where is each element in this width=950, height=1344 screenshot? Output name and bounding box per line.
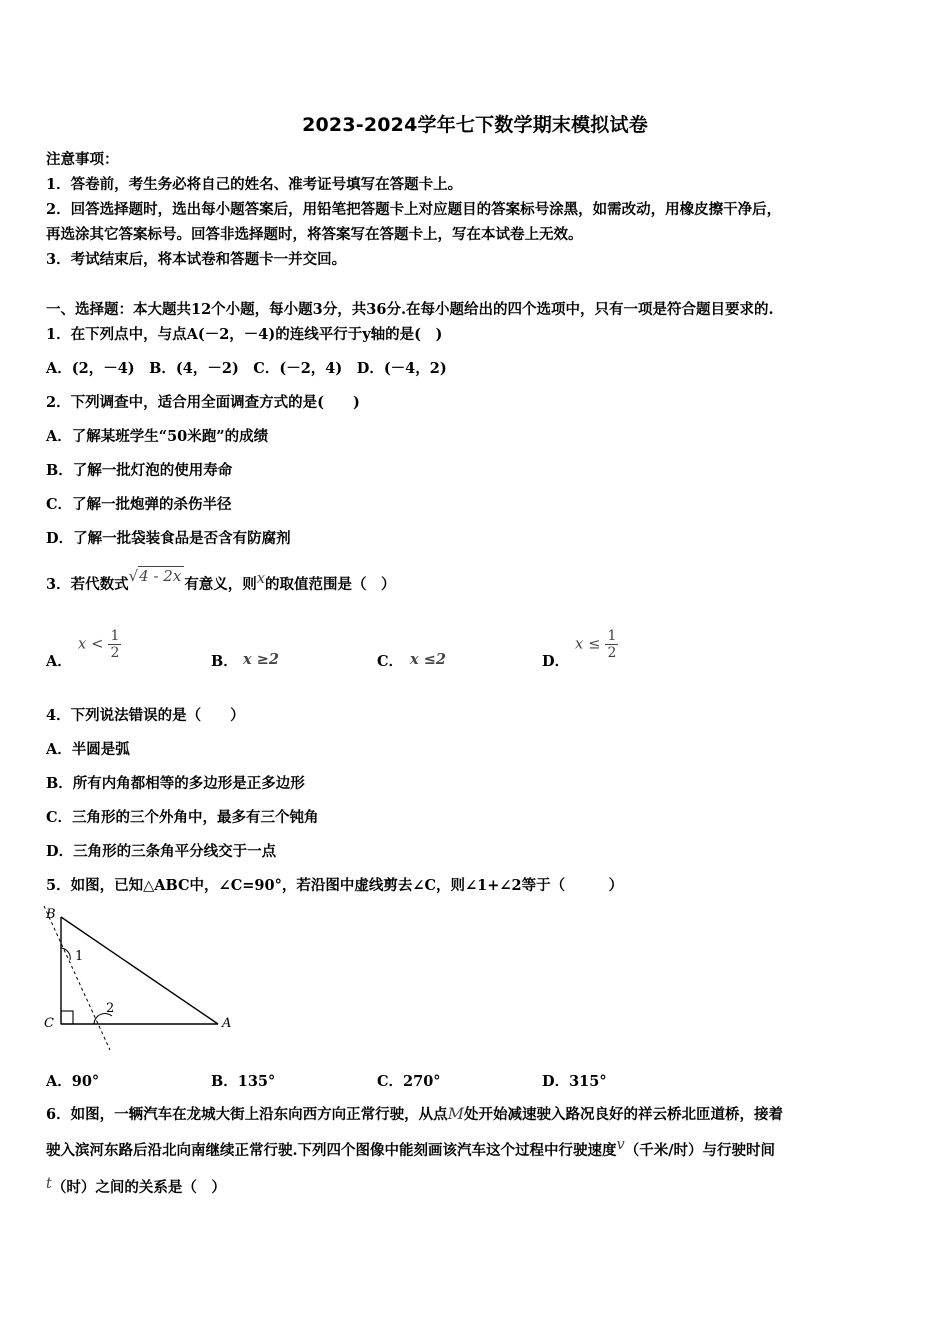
q6-point-m: M	[447, 1104, 464, 1123]
q6-line2-part-a: 驶入滨河东路后沿北向南继续正常行驶.下列四个图像中能刻画该汽车这个过程中行驶速度	[46, 1142, 617, 1159]
question-6-line-3	[46, 1178, 226, 1198]
q3-option-c: x ≤2	[410, 651, 446, 668]
q6-line2-part-b: （千米/时）与行驶时间	[624, 1142, 776, 1159]
question-4-option-d: D．三角形的三条角平分线交于一点	[46, 843, 277, 860]
q5-option-a: A．90°	[46, 1073, 100, 1090]
q6-var-t: t	[46, 1176, 52, 1192]
question-4-option-c: C．三角形的三个外角中，最多有三个钝角	[46, 809, 319, 826]
question-4-option-a: A．半圆是弧	[46, 741, 130, 758]
notice-item-3: 3．考试结束后，将本试卷和答题卡一并交回。	[46, 251, 347, 268]
angle-label-1: 1	[75, 949, 84, 964]
notice-item-1: 1．答卷前，考生务必将自己的姓名、准考证号填写在答题卡上。	[46, 176, 463, 193]
q3-d-relation: ≤	[588, 636, 601, 653]
q3-d-num: 1	[607, 628, 617, 644]
fraction-one-half-d	[605, 628, 618, 661]
q6-line3-text: （时）之间的关系是（ ）	[51, 1179, 226, 1196]
question-4-stem: 4．下列说法错误的是（ ）	[46, 707, 245, 724]
q5-option-c: C．270°	[377, 1073, 441, 1090]
question-1-stem: 1．在下列点中，与点A(－2，－4)的连线平行于y轴的是( )	[46, 326, 443, 343]
question-2-option-b: B．了解一批灯泡的使用寿命	[46, 462, 233, 479]
triangle-figure	[38, 900, 248, 1055]
notice-heading: 注意事项：	[46, 151, 119, 168]
question-2-option-d: D．了解一批袋装食品是否含有防腐剂	[46, 530, 291, 547]
q6-var-v: v	[616, 1137, 625, 1153]
angle-1-arc	[61, 948, 70, 960]
vertex-label-b: B	[46, 907, 56, 922]
question-2-option-c: C．了解一批炮弹的杀伤半径	[46, 496, 232, 513]
section-heading: 一、选择题：本大题共12个小题，每小题3分，共36分.在每小题给出的四个选项中，只有一项是符合题目要求的.	[46, 301, 774, 318]
q6-line1-part-b: 处开始减速驶入路况良好的祥云桥北匝道桥，接着	[463, 1106, 783, 1123]
question-5-stem: 5．如图，已知△ABC中，∠C=90°，若沿图中虚线剪去∠C，则∠1+∠2等于（ ）	[46, 877, 624, 894]
question-1-options: A．(2，－4) B．(4，－2) C．(－2，4) D．(－4，2)	[46, 360, 447, 377]
q3-option-d	[575, 628, 618, 661]
fraction-one-half	[108, 628, 121, 661]
vertex-label-a: A	[222, 1016, 232, 1031]
vertex-label-c: C	[44, 1016, 54, 1031]
question-2-option-a: A．了解某班学生“50米跑”的成绩	[46, 428, 269, 445]
notice-item-2: 2．回答选择题时，选出每小题答案后，用铅笔把答题卡上对应题目的答案标号涂黑，如需改动，用橡皮擦干净后，	[46, 201, 782, 218]
q3-label-a: A．	[46, 653, 72, 670]
side-ab	[61, 917, 218, 1024]
q3-option-b: x ≥2	[243, 651, 279, 668]
question-2-stem: 2．下列调查中，适合用全面调查方式的是( )	[46, 394, 360, 411]
q3-a-relation: <	[91, 636, 104, 653]
q5-option-d: D．315°	[542, 1073, 607, 1090]
q3-label-b: B．	[211, 653, 238, 670]
question-6-line-1	[46, 1104, 783, 1125]
q3-d-var: x	[575, 636, 584, 653]
q3-variable: x	[256, 571, 265, 587]
q3-stem-part-1: 3．若代数式	[46, 576, 129, 593]
q3-stem-part-3: 的取值范围是（ ）	[265, 576, 396, 593]
question-3-stem	[46, 567, 396, 595]
right-angle-mark	[61, 1011, 73, 1024]
q3-a-var: x	[78, 636, 87, 653]
sqrt-expression: √4 - 2x	[129, 567, 185, 585]
q3-stem-part-2: 有意义，则	[184, 576, 257, 593]
radicand: 4 - 2x	[138, 566, 184, 585]
page-title: 2023-2024学年七下数学期末模拟试卷	[302, 114, 648, 136]
q3-option-a	[78, 628, 121, 661]
question-6-line-2	[46, 1137, 776, 1161]
q3-a-num: 1	[110, 628, 120, 644]
notice-item-2-cont: 再选涂其它答案标号。回答非选择题时，将答案写在答题卡上，写在本试卷上无效。	[46, 226, 583, 243]
q5-option-b: B．135°	[211, 1073, 276, 1090]
angle-label-2: 2	[106, 1001, 115, 1016]
question-4-option-b: B．所有内角都相等的多边形是正多边形	[46, 775, 305, 792]
q3-label-d: D．	[542, 653, 570, 670]
q3-label-c: C．	[377, 653, 404, 670]
q3-a-den: 2	[110, 645, 120, 661]
q3-d-den: 2	[607, 645, 617, 661]
q6-line1-part-a: 6．如图，一辆汽车在龙城大街上沿东向西方向正常行驶，从点	[46, 1106, 448, 1123]
